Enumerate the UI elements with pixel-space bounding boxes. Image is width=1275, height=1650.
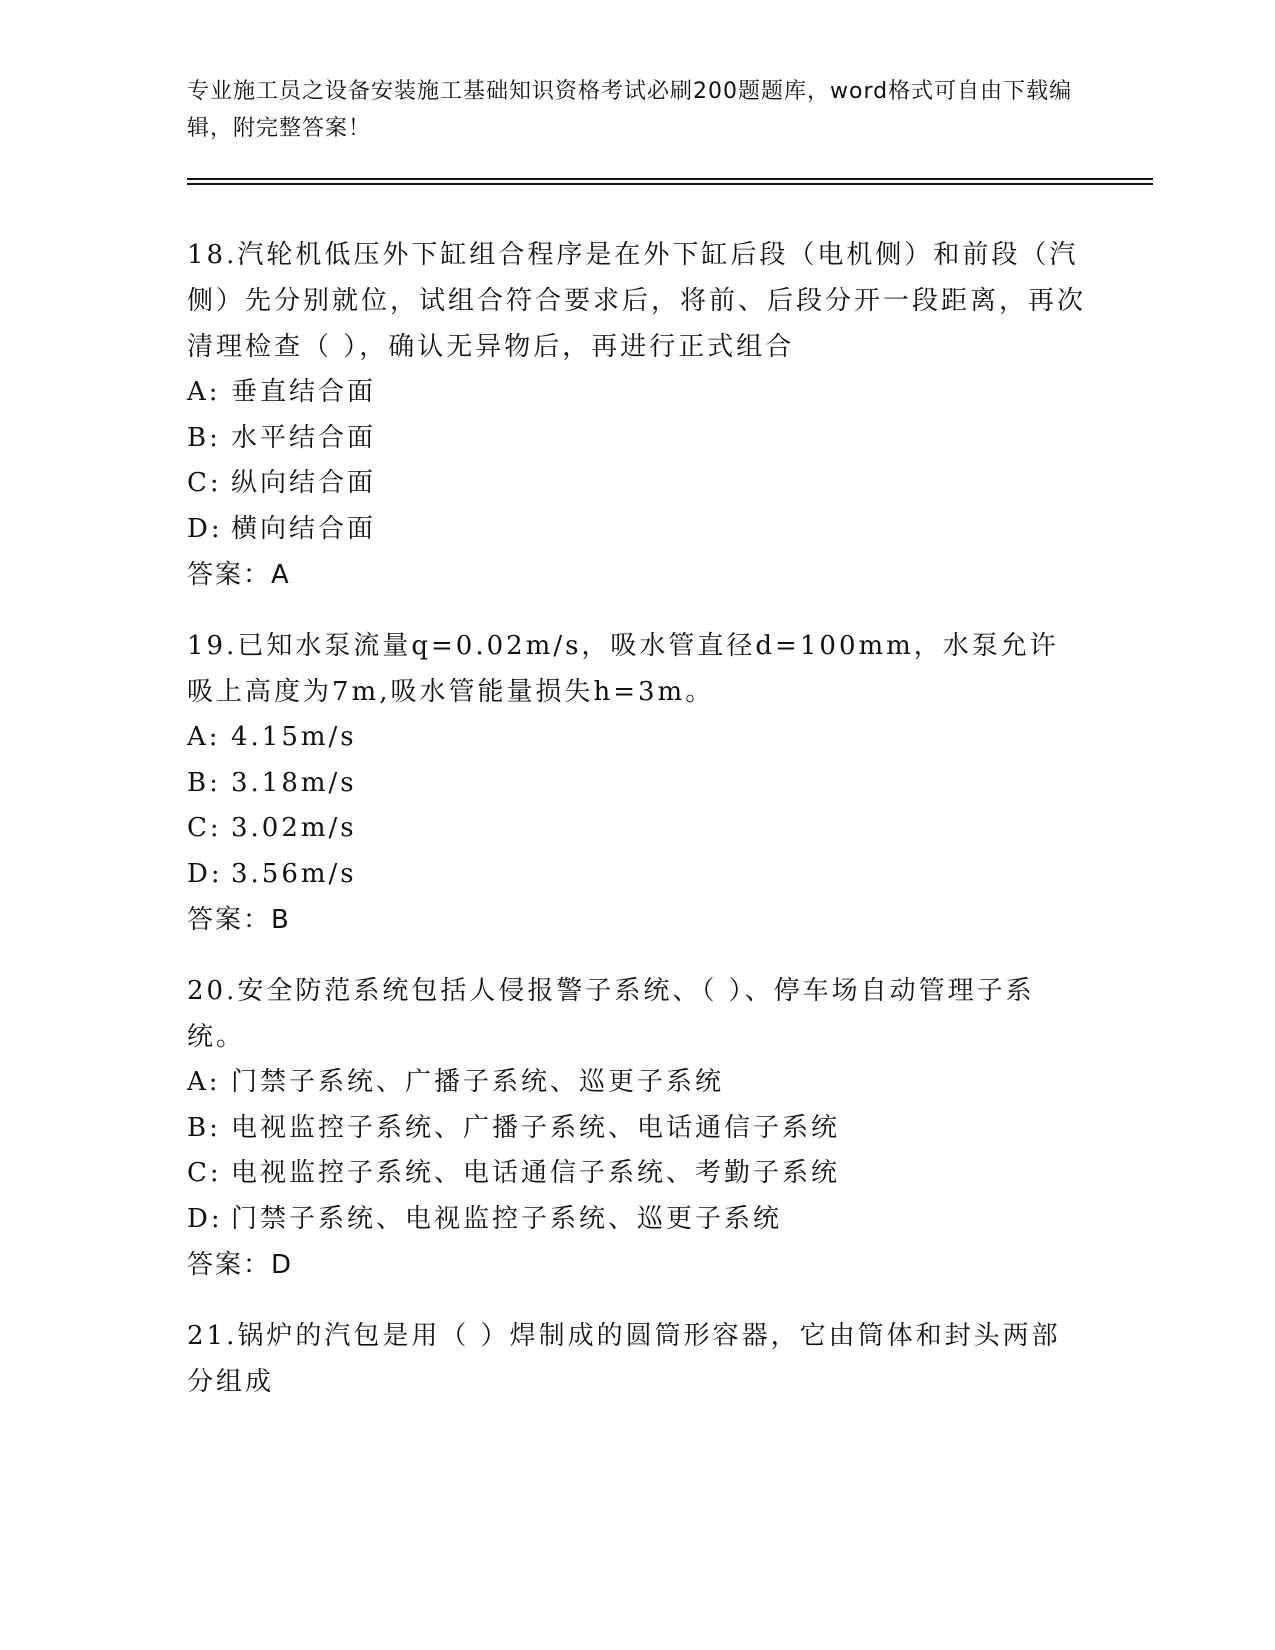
option-letter: D: <box>187 858 223 889</box>
option-text: 纵向结合面 <box>231 468 377 498</box>
option-b <box>187 416 1087 462</box>
question-text: 21.锅炉的汽包是用（ ）焊制成的圆筒形容器，它由筒体和封头两部分组成 <box>187 1321 1061 1397</box>
option-letter: D: <box>187 513 223 544</box>
option-text: 3.02m/s <box>231 813 357 843</box>
question-20 <box>187 968 1087 1288</box>
option-d <box>187 852 1087 898</box>
question-text: 18.汽轮机低压外下缸组合程序是在外下缸后段（电机侧）和前段（汽侧）先分别就位，试组合符合要求后，将前、后段分开一段距离，再次清理检查（ ），确认无异物后，再进行正式组合 <box>187 240 1087 362</box>
header-divider-bottom <box>187 183 1153 185</box>
option-letter: A: <box>187 377 221 407</box>
option-a <box>187 370 1087 416</box>
option-c <box>187 461 1087 507</box>
option-a <box>187 1060 1087 1106</box>
option-b <box>187 1106 1087 1152</box>
option-b <box>187 761 1087 807</box>
option-letter: C: <box>187 1158 222 1188</box>
option-text: 电视监控子系统、广播子系统、电话通信子系统 <box>231 1112 841 1143</box>
option-c <box>187 806 1087 852</box>
option-letter: C: <box>187 813 222 843</box>
option-text: 横向结合面 <box>231 513 377 544</box>
option-text: 4.15m/s <box>231 722 357 752</box>
header-divider-top <box>187 178 1153 180</box>
option-text: 门禁子系统、广播子系统、巡更子系统 <box>231 1067 725 1097</box>
question-text: 19.已知水泵流量q=0.02m/s，吸水管直径d=100mm，水泵允许吸上高度为7m,吸水管能量损失h=3m。 <box>187 631 1059 707</box>
option-text: 门禁子系统、电视监控子系统、巡更子系统 <box>231 1203 783 1234</box>
answer-line: 答案：A <box>187 560 291 590</box>
question-text: 20.安全防范系统包括人侵报警子系统、（ ）、停车场自动管理子系统。 <box>187 976 1035 1052</box>
document-header: 专业施工员之设备安装施工基础知识资格考试必刷200题题库，word格式可自由下载编辑，附完整答案！ <box>187 79 1073 141</box>
option-a <box>187 715 1087 761</box>
option-c <box>187 1151 1087 1197</box>
option-letter: A: <box>187 722 221 752</box>
option-letter: B: <box>187 1112 221 1143</box>
question-21 <box>187 1313 1087 1405</box>
option-letter: D: <box>187 1203 223 1234</box>
question-list <box>187 232 1087 1430</box>
option-letter: A: <box>187 1067 221 1097</box>
answer-line: 答案：D <box>187 1250 294 1280</box>
answer-line: 答案：B <box>187 905 291 935</box>
option-text: 垂直结合面 <box>231 377 377 407</box>
option-text: 电视监控子系统、电话通信子系统、考勤子系统 <box>231 1158 841 1188</box>
option-letter: B: <box>187 767 221 798</box>
option-d <box>187 1197 1087 1243</box>
option-text: 水平结合面 <box>231 422 377 453</box>
option-letter: B: <box>187 422 221 453</box>
option-text: 3.18m/s <box>231 767 357 798</box>
option-d <box>187 507 1087 553</box>
question-18 <box>187 232 1087 598</box>
option-text: 3.56m/s <box>231 858 357 889</box>
question-19 <box>187 623 1087 943</box>
option-letter: C: <box>187 468 222 498</box>
